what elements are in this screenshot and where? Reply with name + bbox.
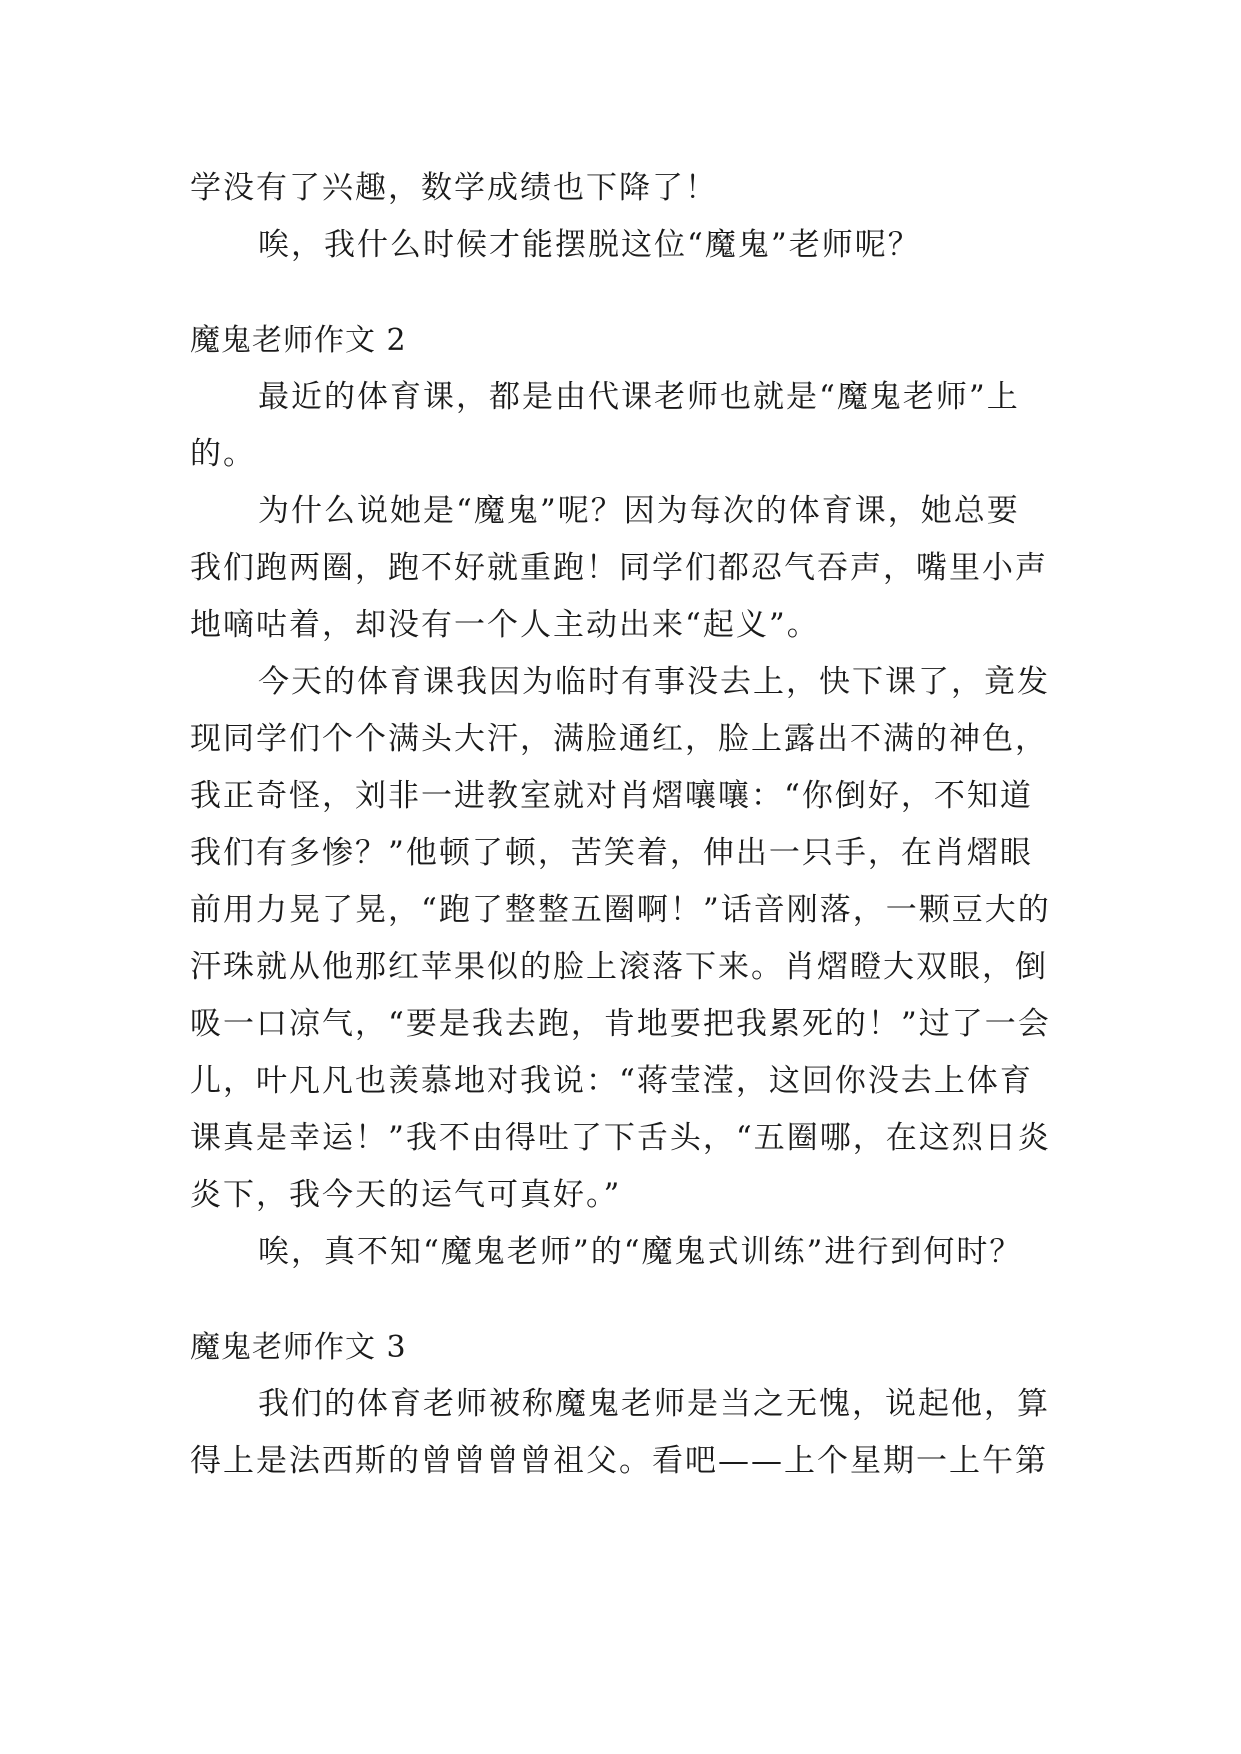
paragraph-line: 我们跑两圈，跑不好就重跑！同学们都忍气吞声，嘴里小声: [190, 550, 1048, 586]
paragraph-line: 的。: [190, 436, 256, 472]
paragraph-line: 学没有了兴趣，数学成绩也下降了！: [190, 170, 718, 206]
paragraph-line: 儿，叶凡凡也羡慕地对我说：“蒋莹滢，这回你没去上体育: [190, 1063, 1033, 1099]
paragraph-line: 吸一口凉气，“要是我去跑，肯地要把我累死的！”过了一会: [190, 1006, 1051, 1042]
paragraph-line: 课真是幸运！”我不由得吐了下舌头，“五圈哪，在这烈日炎: [190, 1120, 1051, 1156]
paragraph-line: 唉，真不知“魔鬼老师”的“魔鬼式训练”进行到何时？: [258, 1234, 1023, 1270]
paragraph-line: 地嘀咕着，却没有一个人主动出来“起义”。: [190, 607, 820, 643]
document-body: [190, 160, 1050, 1490]
section-heading-2: 魔鬼老师作文 2: [190, 323, 407, 358]
paragraph-line: 我们有多惨？”他顿了顿，苦笑着，伸出一只手，在肖熠眼: [190, 835, 1033, 871]
paragraph-line: 得上是法西斯的曾曾曾曾祖父。看吧——上个星期一上午第: [190, 1443, 1048, 1479]
paragraph-line: 今天的体育课我因为临时有事没去上，快下课了，竟发: [258, 664, 1050, 700]
paragraph-line: 炎下，我今天的运气可真好。”: [190, 1177, 622, 1213]
section-gap: [190, 274, 1050, 312]
paragraph-line: 我正奇怪，刘非一进教室就对肖熠嚷嚷：“你倒好，不知道: [190, 778, 1033, 814]
paragraph-line: 为什么说她是“魔鬼”呢？因为每次的体育课，她总要: [258, 493, 1020, 529]
section-gap: [190, 1281, 1050, 1319]
section-heading-3: 魔鬼老师作文 3: [190, 1330, 407, 1365]
paragraph-line: 最近的体育课，都是由代课老师也就是“魔鬼老师”上: [258, 379, 1020, 415]
paragraph-line: 前用力晃了晃，“跑了整整五圈啊！”话音刚落，一颗豆大的: [190, 892, 1051, 928]
paragraph-line: 现同学们个个满头大汗，满脸通红，脸上露出不满的神色，: [190, 721, 1048, 757]
paragraph-line: 我们的体育老师被称魔鬼老师是当之无愧，说起他，算: [258, 1386, 1050, 1422]
paragraph-line: 汗珠就从他那红苹果似的脸上滚落下来。肖熠瞪大双眼，倒: [190, 949, 1048, 985]
paragraph-line: 唉，我什么时候才能摆脱这位“魔鬼”老师呢？: [258, 227, 921, 263]
